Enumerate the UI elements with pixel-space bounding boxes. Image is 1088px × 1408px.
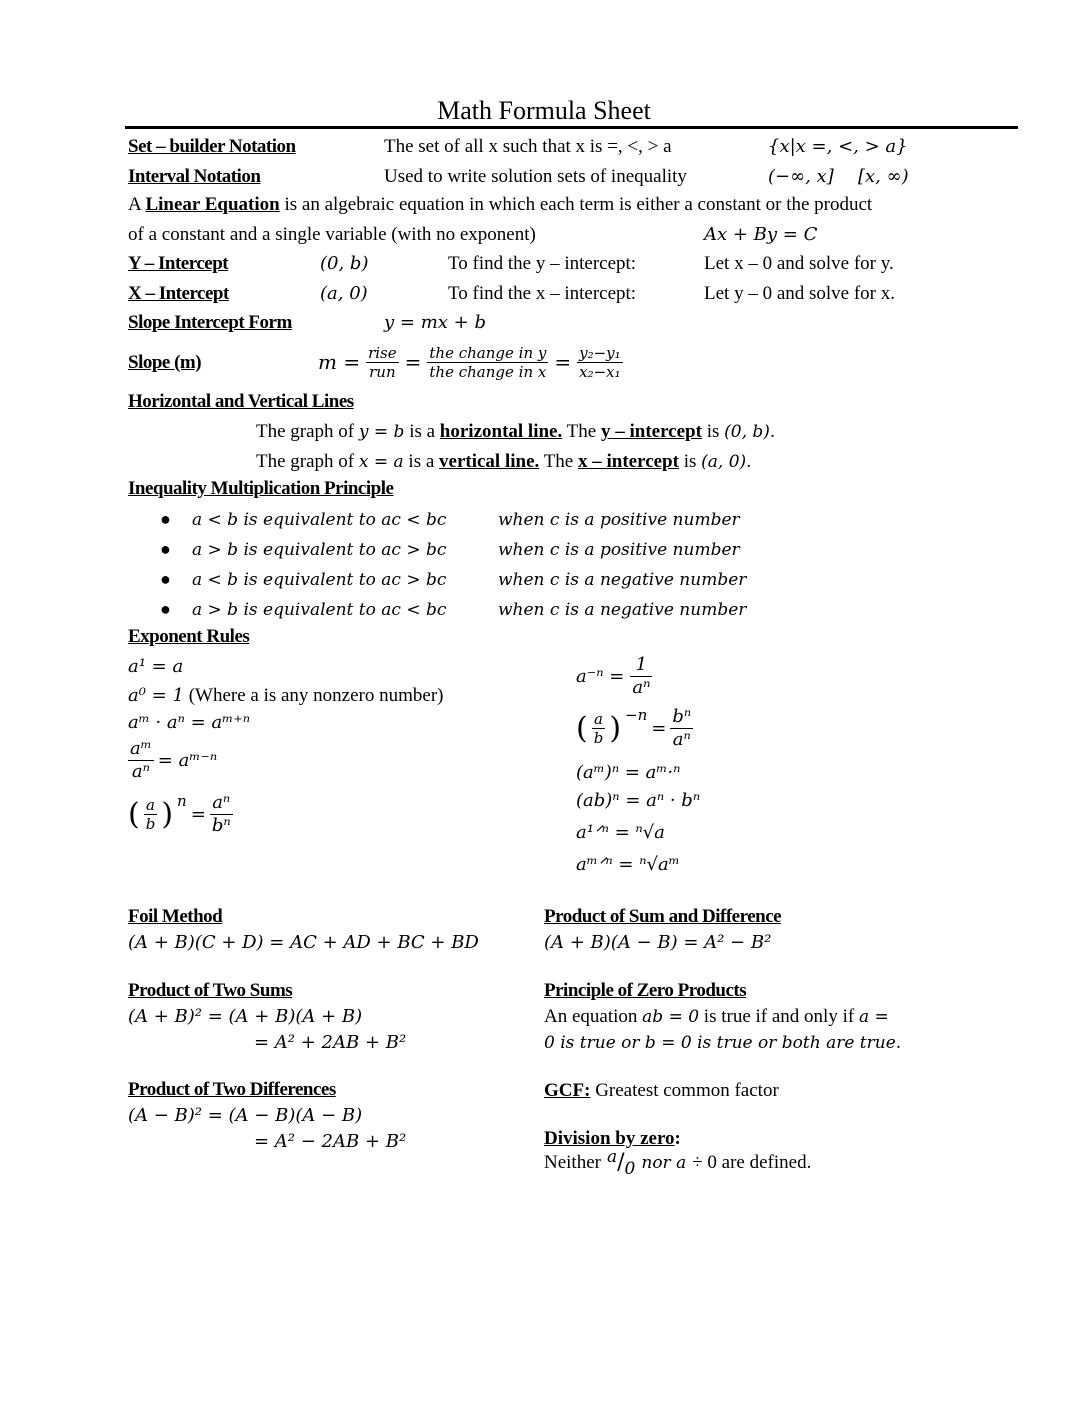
zp-mid: is true if and only if xyxy=(703,1006,855,1027)
inequality-condition: when c is a negative number xyxy=(498,600,747,620)
bullet-icon: ● xyxy=(160,599,171,619)
v-bold-2: x – intercept xyxy=(578,451,679,472)
exponent-rule-10: a¹ᐟⁿ = ⁿ√a xyxy=(576,822,665,843)
exponent-rule-9: (ab)ⁿ = aⁿ · bⁿ xyxy=(576,790,701,811)
exponent-rule-2 xyxy=(128,685,444,707)
bullet-icon: ● xyxy=(160,569,171,589)
linear-description: is an algebraic equation in which each term is either a constant or the product xyxy=(284,194,873,215)
rule-7-rden: aⁿ xyxy=(672,729,691,750)
y-intercept-find: To find the y – intercept: xyxy=(448,253,637,274)
rule-4-den: aⁿ xyxy=(131,761,150,782)
x-intercept-point: (a, 0) xyxy=(320,283,368,304)
rule-7-rhs-fraction xyxy=(670,706,693,751)
rule-5-eq: = xyxy=(190,803,206,825)
slope-intercept-heading: Slope Intercept Form xyxy=(128,312,292,333)
slope-eq: = xyxy=(404,350,422,374)
rule-4-fraction xyxy=(128,738,154,783)
rule-6-num: 1 xyxy=(630,654,652,677)
gcf-text: Greatest common factor xyxy=(595,1080,779,1101)
inequality-condition: when c is a positive number xyxy=(498,510,740,530)
slope-change-x: the change in x xyxy=(429,362,547,381)
zp-pre: An equation xyxy=(544,1006,638,1027)
rule-5-rhs-fraction xyxy=(210,792,233,837)
interval-heading: Interval Notation xyxy=(128,166,261,187)
slope-formula xyxy=(318,338,623,386)
y-intercept-heading: Y – Intercept xyxy=(128,253,229,274)
rule-7-den: b xyxy=(593,729,604,747)
rule-4-num: aᵐ xyxy=(130,738,152,759)
two-sums-line-1: (A + B)² = (A + B)(A + B) xyxy=(128,1006,363,1027)
division-fraction xyxy=(606,1147,636,1179)
rule-7-num: a xyxy=(592,710,606,729)
slope-heading: Slope (m) xyxy=(128,352,202,373)
interval-description: Used to write solution sets of inequality xyxy=(384,166,687,187)
exponent-rule-1: a¹ = a xyxy=(128,656,184,677)
foil-formula: (A + B)(C + D) = AC + AD + BC + BD xyxy=(128,932,479,953)
v-p4: is xyxy=(683,451,697,472)
horizontal-line-statement xyxy=(256,421,775,443)
h-p1: The graph of xyxy=(256,421,355,442)
inequality-statement: a > b is equivalent to ac > bc xyxy=(192,540,447,560)
right-paren: ) xyxy=(609,710,622,746)
interval-formula-2: [x, ∞) xyxy=(858,166,909,187)
bullet-icon: ● xyxy=(160,539,171,559)
slope-change-y: the change in y xyxy=(429,343,547,362)
rule-5-lhs-den: b xyxy=(145,815,156,833)
left-paren: ( xyxy=(128,796,140,832)
slope-eq-2: = xyxy=(554,350,572,374)
division-mid: nor a xyxy=(641,1153,687,1173)
exponent-rule-2-math: a⁰ = 1 xyxy=(128,685,184,706)
hv-lines-heading: Horizontal and Vertical Lines xyxy=(128,391,354,412)
rule-5-lhs-num: a xyxy=(144,796,158,815)
linear-prefix: A xyxy=(128,194,141,215)
bullet-icon: ● xyxy=(160,509,171,529)
linear-line-2: of a constant and a single variable (with no exponent) xyxy=(128,224,536,245)
division-slash: / xyxy=(617,1150,625,1175)
inequality-statement: a < b is equivalent to ac < bc xyxy=(192,510,447,530)
division-frac-a: a xyxy=(606,1147,618,1167)
set-builder-heading: Set – builder Notation xyxy=(128,136,296,157)
slope-point-fraction xyxy=(577,344,623,381)
slope-change-fraction xyxy=(427,344,548,381)
rule-7-lhs-fraction xyxy=(592,710,606,747)
linear-heading: Linear Equation xyxy=(145,194,280,215)
inequality-heading: Inequality Multiplication Principle xyxy=(128,478,394,499)
h-p3: The xyxy=(566,421,597,442)
rule-4-rhs: = aᵐ⁻ⁿ xyxy=(157,749,218,771)
h-bold-2: y – intercept xyxy=(600,421,702,442)
slope-x-diff: x₂−x₁ xyxy=(579,362,621,381)
h-eq: y = b xyxy=(358,422,405,442)
slope-rise: rise xyxy=(368,343,397,362)
inequality-condition: when c is a negative number xyxy=(498,570,747,590)
two-sums-heading: Product of Two Sums xyxy=(128,980,293,1001)
vertical-line-statement xyxy=(256,451,752,473)
rule-5-lhs-fraction xyxy=(144,796,158,833)
slope-run: run xyxy=(369,362,396,381)
rule-6-fraction xyxy=(630,654,652,699)
slope-m-eq: m = xyxy=(318,350,361,374)
slope-intercept-formula: y = mx + b xyxy=(384,312,486,333)
h-p4: is xyxy=(706,421,720,442)
y-intercept-rule: Let x – 0 and solve for y. xyxy=(704,253,894,274)
exponent-rule-8: (aᵐ)ⁿ = aᵐ·ⁿ xyxy=(576,762,681,783)
exponent-heading: Exponent Rules xyxy=(128,626,250,647)
rule-5-den: bⁿ xyxy=(211,815,231,836)
page-title: Math Formula Sheet xyxy=(437,96,651,125)
v-p2: is a xyxy=(408,451,435,472)
v-eq: x = a xyxy=(358,452,404,472)
zp-end: a = xyxy=(858,1007,889,1027)
right-paren: ) xyxy=(161,796,174,832)
division-colon: : xyxy=(674,1128,681,1149)
title-rule xyxy=(125,126,1018,129)
v-p1: The graph of xyxy=(256,451,355,472)
v-point: (a, 0). xyxy=(701,452,752,472)
rule-7-eq: = xyxy=(651,717,667,739)
h-bold: horizontal line. xyxy=(439,421,563,442)
sum-diff-heading: Product of Sum and Difference xyxy=(544,906,782,927)
linear-formula: Ax + By = C xyxy=(704,224,818,245)
zero-products-line-2: 0 is true or b = 0 is true or both are true. xyxy=(544,1033,902,1053)
h-p2: is a xyxy=(409,421,436,442)
exponent-rule-7 xyxy=(576,706,693,751)
h-point: (0, b). xyxy=(724,422,776,442)
exponent-rule-5 xyxy=(128,792,233,837)
division-heading: Division by zero xyxy=(544,1128,675,1149)
exponent-rule-6 xyxy=(576,654,652,699)
exponent-rule-3: aᵐ · aⁿ = aᵐ⁺ⁿ xyxy=(128,712,251,733)
exponent-rule-11: aᵐᐟⁿ = ⁿ√aᵐ xyxy=(576,854,680,875)
inequality-statement: a < b is equivalent to ac > bc xyxy=(192,570,447,590)
rule-6-den: aⁿ xyxy=(632,677,651,698)
two-diffs-line-1: (A − B)² = (A − B)(A − B) xyxy=(128,1105,363,1126)
division-line xyxy=(544,1147,812,1179)
two-diffs-heading: Product of Two Differences xyxy=(128,1079,336,1100)
x-intercept-find: To find the x – intercept: xyxy=(448,283,637,304)
two-sums-line-2: = A² + 2AB + B² xyxy=(254,1032,407,1053)
linear-line-1 xyxy=(128,194,872,216)
gcf-heading: GCF: xyxy=(544,1080,591,1101)
sum-diff-formula: (A + B)(A − B) = A² − B² xyxy=(544,932,772,953)
slope-y-diff: y₂−y₁ xyxy=(579,343,621,362)
y-intercept-point: (0, b) xyxy=(320,253,369,274)
slope-rise-run xyxy=(366,344,399,381)
v-bold: vertical line. xyxy=(439,451,540,472)
set-builder-description: The set of all x such that x is =, <, > a xyxy=(384,136,672,157)
division-post: ÷ 0 are defined. xyxy=(692,1152,812,1173)
interval-formula-1: (−∞, x] xyxy=(768,166,834,187)
x-intercept-heading: X – Intercept xyxy=(128,283,229,304)
zero-products-line-1 xyxy=(544,1006,889,1028)
rule-6-lhs: a⁻ⁿ = xyxy=(576,665,625,687)
division-pre: Neither xyxy=(544,1152,601,1173)
left-paren: ( xyxy=(576,710,588,746)
zero-products-heading: Principle of Zero Products xyxy=(544,980,747,1001)
rule-5-num: aⁿ xyxy=(210,792,233,815)
rule-7-rnum: bⁿ xyxy=(672,706,692,727)
foil-heading: Foil Method xyxy=(128,906,223,927)
zp-math: ab = 0 xyxy=(642,1007,700,1027)
x-intercept-rule: Let y – 0 and solve for x. xyxy=(704,283,896,304)
inequality-condition: when c is a positive number xyxy=(498,540,740,560)
gcf-line xyxy=(544,1080,779,1102)
set-builder-formula: {x|x =, <, > a} xyxy=(768,136,908,157)
rule-5-exp: n xyxy=(177,792,187,810)
two-diffs-line-2: = A² − 2AB + B² xyxy=(254,1131,407,1152)
inequality-statement: a > b is equivalent to ac < bc xyxy=(192,600,447,620)
division-frac-b: 0 xyxy=(624,1159,636,1179)
exponent-rule-4 xyxy=(128,738,217,783)
exponent-rule-2-text: (Where a is any nonzero number) xyxy=(188,685,444,706)
rule-7-exp: −n xyxy=(625,706,648,724)
v-p3: The xyxy=(543,451,574,472)
